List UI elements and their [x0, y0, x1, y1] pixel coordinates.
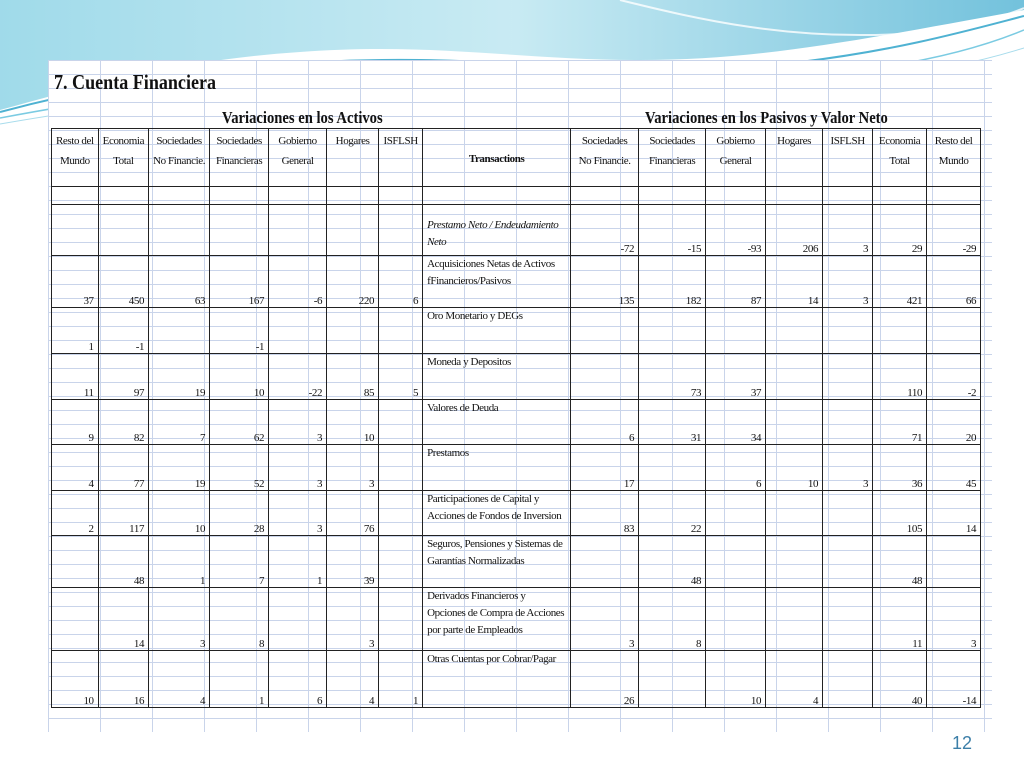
- transaction-label: Prestamo Neto / Endeudamiento Neto: [423, 205, 571, 256]
- liability-value-cell: 66: [927, 256, 981, 308]
- spacer-cell: [98, 187, 148, 205]
- col-header-sociedades-financieras-assets: Sociedades Financieras: [210, 129, 269, 187]
- asset-value-cell: 62: [210, 400, 269, 445]
- liability-value-cell: [823, 400, 873, 445]
- liability-value-cell: [766, 588, 823, 651]
- asset-value-cell: [149, 308, 210, 354]
- liability-value-cell: 6: [706, 445, 766, 491]
- liability-value-cell: 48: [639, 536, 706, 588]
- asset-value-cell: [98, 205, 148, 256]
- liability-value-cell: 8: [639, 588, 706, 651]
- asset-value-cell: 76: [327, 491, 379, 536]
- liability-value-cell: 26: [571, 651, 639, 708]
- liability-value-cell: 34: [706, 400, 766, 445]
- liability-value-cell: 3: [927, 588, 981, 651]
- spacer-cell: [210, 187, 269, 205]
- liability-value-cell: [927, 536, 981, 588]
- asset-value-cell: 4: [52, 445, 99, 491]
- col-header-sociedades-financieras-liab: Sociedades Financieras: [639, 129, 706, 187]
- table-row: [52, 651, 981, 708]
- liability-value-cell: [571, 354, 639, 400]
- spacer-cell: [379, 187, 423, 205]
- col-header-isflsh-liab: ISFLSH: [823, 129, 873, 187]
- table-row: [52, 588, 981, 651]
- liability-value-cell: -72: [571, 205, 639, 256]
- liability-value-cell: 105: [873, 491, 927, 536]
- liability-value-cell: 10: [706, 651, 766, 708]
- asset-value-cell: 14: [98, 588, 148, 651]
- financial-account-table: [51, 128, 981, 708]
- liability-value-cell: [823, 651, 873, 708]
- asset-value-cell: 7: [210, 536, 269, 588]
- col-header-gobierno-general-assets: Gobierno General: [269, 129, 327, 187]
- transaction-label: Prestamos: [423, 445, 571, 491]
- liability-value-cell: 206: [766, 205, 823, 256]
- asset-value-cell: 3: [327, 445, 379, 491]
- transaction-label: Acquisiciones Netas de Activos fFinancieros/Pasivos: [423, 256, 571, 308]
- asset-value-cell: [379, 536, 423, 588]
- asset-value-cell: [269, 308, 327, 354]
- asset-value-cell: 3: [269, 445, 327, 491]
- assets-section-header: Variaciones en los Activos: [222, 108, 383, 127]
- liability-value-cell: -15: [639, 205, 706, 256]
- liability-value-cell: 29: [873, 205, 927, 256]
- col-header-isflsh-assets: ISFLSH: [379, 129, 423, 187]
- table-row: [52, 256, 981, 308]
- liability-value-cell: [873, 308, 927, 354]
- table-row: [52, 445, 981, 491]
- liability-value-cell: [571, 536, 639, 588]
- liability-value-cell: 14: [766, 256, 823, 308]
- spacer-cell: [873, 187, 927, 205]
- liability-value-cell: 6: [571, 400, 639, 445]
- liability-value-cell: 110: [873, 354, 927, 400]
- liability-value-cell: 3: [823, 205, 873, 256]
- liability-value-cell: 10: [766, 445, 823, 491]
- col-header-hogares-assets: Hogares: [327, 129, 379, 187]
- liability-value-cell: [823, 588, 873, 651]
- liability-value-cell: 20: [927, 400, 981, 445]
- liability-value-cell: -14: [927, 651, 981, 708]
- asset-value-cell: 2: [52, 491, 99, 536]
- asset-value-cell: 3: [269, 491, 327, 536]
- table-row: [52, 308, 981, 354]
- col-header-transactions: Transactions: [423, 129, 571, 187]
- spacer-cell: [149, 187, 210, 205]
- asset-value-cell: 52: [210, 445, 269, 491]
- spacer-cell: [706, 187, 766, 205]
- liability-value-cell: [766, 308, 823, 354]
- col-header-resto-del-mundo-assets: Resto del Mundo: [52, 129, 99, 187]
- liability-value-cell: [571, 308, 639, 354]
- asset-value-cell: [379, 308, 423, 354]
- asset-value-cell: 1: [269, 536, 327, 588]
- asset-value-cell: 4: [149, 651, 210, 708]
- asset-value-cell: 10: [210, 354, 269, 400]
- liability-value-cell: 83: [571, 491, 639, 536]
- transaction-label: Valores de Deuda: [423, 400, 571, 445]
- asset-value-cell: [379, 205, 423, 256]
- liability-value-cell: [639, 651, 706, 708]
- asset-value-cell: 6: [269, 651, 327, 708]
- liability-value-cell: 182: [639, 256, 706, 308]
- liability-value-cell: [766, 536, 823, 588]
- col-header-hogares-liab: Hogares: [766, 129, 823, 187]
- liability-value-cell: -29: [927, 205, 981, 256]
- asset-value-cell: 19: [149, 354, 210, 400]
- asset-value-cell: [379, 400, 423, 445]
- asset-value-cell: 82: [98, 400, 148, 445]
- liability-value-cell: 22: [639, 491, 706, 536]
- asset-value-cell: 1: [210, 651, 269, 708]
- col-header-economia-total-assets: Economia Total: [98, 129, 148, 187]
- transaction-label: Participaciones de Capital y Acciones de Fondos de Inversion: [423, 491, 571, 536]
- liability-value-cell: 71: [873, 400, 927, 445]
- asset-value-cell: [327, 205, 379, 256]
- liability-value-cell: 31: [639, 400, 706, 445]
- asset-value-cell: 3: [327, 588, 379, 651]
- col-header-economia-total-liab: Economia Total: [873, 129, 927, 187]
- liability-value-cell: [927, 308, 981, 354]
- asset-value-cell: 28: [210, 491, 269, 536]
- spacer-cell: [766, 187, 823, 205]
- asset-value-cell: 97: [98, 354, 148, 400]
- asset-value-cell: -1: [98, 308, 148, 354]
- spacer-cell: [52, 187, 99, 205]
- asset-value-cell: -6: [269, 256, 327, 308]
- page-title: 7. Cuenta Financiera: [54, 70, 217, 94]
- spacer-cell: [639, 187, 706, 205]
- asset-value-cell: [379, 445, 423, 491]
- table-row: [52, 400, 981, 445]
- liability-value-cell: 45: [927, 445, 981, 491]
- asset-value-cell: 3: [269, 400, 327, 445]
- liability-value-cell: [823, 308, 873, 354]
- liability-value-cell: 48: [873, 536, 927, 588]
- asset-value-cell: 10: [149, 491, 210, 536]
- asset-value-cell: 11: [52, 354, 99, 400]
- asset-value-cell: [379, 588, 423, 651]
- liability-value-cell: [639, 308, 706, 354]
- asset-value-cell: [210, 205, 269, 256]
- liabilities-section-header: Variaciones en los Pasivos y Valor Neto: [645, 108, 888, 127]
- asset-value-cell: 9: [52, 400, 99, 445]
- asset-value-cell: 10: [52, 651, 99, 708]
- asset-value-cell: [269, 588, 327, 651]
- liability-value-cell: [766, 400, 823, 445]
- liability-value-cell: 3: [823, 256, 873, 308]
- asset-value-cell: 1: [379, 651, 423, 708]
- asset-value-cell: [327, 308, 379, 354]
- liability-value-cell: 17: [571, 445, 639, 491]
- liability-value-cell: 14: [927, 491, 981, 536]
- liability-value-cell: 3: [823, 445, 873, 491]
- liability-value-cell: 135: [571, 256, 639, 308]
- asset-value-cell: [269, 205, 327, 256]
- spacer-cell: [571, 187, 639, 205]
- spacer-cell: [927, 187, 981, 205]
- asset-value-cell: 450: [98, 256, 148, 308]
- liability-value-cell: [766, 491, 823, 536]
- asset-value-cell: 4: [327, 651, 379, 708]
- liability-value-cell: 36: [873, 445, 927, 491]
- spacer-cell: [269, 187, 327, 205]
- asset-value-cell: 3: [149, 588, 210, 651]
- liability-value-cell: 87: [706, 256, 766, 308]
- spacer-cell: [423, 187, 571, 205]
- asset-value-cell: 8: [210, 588, 269, 651]
- liability-value-cell: -2: [927, 354, 981, 400]
- column-header-row: [52, 129, 981, 187]
- asset-value-cell: 220: [327, 256, 379, 308]
- asset-value-cell: 117: [98, 491, 148, 536]
- asset-value-cell: -1: [210, 308, 269, 354]
- liability-value-cell: 40: [873, 651, 927, 708]
- asset-value-cell: 1: [52, 308, 99, 354]
- transaction-label: Derivados Financieros y Opciones de Compra de Acciones por parte de Empleados: [423, 588, 571, 651]
- liability-value-cell: [706, 536, 766, 588]
- spacer-cell: [327, 187, 379, 205]
- asset-value-cell: 167: [210, 256, 269, 308]
- liability-value-cell: 3: [571, 588, 639, 651]
- col-header-sociedades-no-financieras-liab: Sociedades No Financie.: [571, 129, 639, 187]
- liability-value-cell: [639, 445, 706, 491]
- asset-value-cell: 5: [379, 354, 423, 400]
- asset-value-cell: 10: [327, 400, 379, 445]
- liability-value-cell: [706, 588, 766, 651]
- liability-value-cell: 11: [873, 588, 927, 651]
- liability-value-cell: [766, 354, 823, 400]
- liability-value-cell: [823, 536, 873, 588]
- asset-value-cell: 39: [327, 536, 379, 588]
- asset-value-cell: [149, 205, 210, 256]
- liability-value-cell: [823, 354, 873, 400]
- asset-value-cell: 85: [327, 354, 379, 400]
- table-row: [52, 536, 981, 588]
- asset-value-cell: 63: [149, 256, 210, 308]
- liability-value-cell: 37: [706, 354, 766, 400]
- asset-value-cell: 1: [149, 536, 210, 588]
- col-header-sociedades-no-financieras-assets: Sociedades No Financie.: [149, 129, 210, 187]
- liability-value-cell: [823, 491, 873, 536]
- table-row: [52, 205, 981, 256]
- asset-value-cell: 37: [52, 256, 99, 308]
- asset-value-cell: 19: [149, 445, 210, 491]
- spacer-cell: [823, 187, 873, 205]
- col-header-resto-del-mundo-liab: Resto del Mundo: [927, 129, 981, 187]
- asset-value-cell: 77: [98, 445, 148, 491]
- transaction-label: Seguros, Pensiones y Sistemas de Garantías Normalizadas: [423, 536, 571, 588]
- asset-value-cell: [52, 536, 99, 588]
- col-header-gobierno-general-liab: Gobierno General: [706, 129, 766, 187]
- asset-value-cell: 48: [98, 536, 148, 588]
- asset-value-cell: [52, 588, 99, 651]
- transaction-label: Moneda y Depositos: [423, 354, 571, 400]
- asset-value-cell: 16: [98, 651, 148, 708]
- liability-value-cell: [706, 308, 766, 354]
- liability-value-cell: 4: [766, 651, 823, 708]
- asset-value-cell: -22: [269, 354, 327, 400]
- liability-value-cell: [706, 491, 766, 536]
- slide-number: 12: [951, 733, 972, 753]
- transaction-label: Otras Cuentas por Cobrar/Pagar: [423, 651, 571, 708]
- liability-value-cell: -93: [706, 205, 766, 256]
- asset-value-cell: [52, 205, 99, 256]
- table-row: [52, 491, 981, 536]
- liability-value-cell: 73: [639, 354, 706, 400]
- table-row: [52, 354, 981, 400]
- asset-value-cell: 7: [149, 400, 210, 445]
- spacer-row: [52, 187, 981, 205]
- liability-value-cell: 421: [873, 256, 927, 308]
- transaction-label: Oro Monetario y DEGs: [423, 308, 571, 354]
- asset-value-cell: [379, 491, 423, 536]
- asset-value-cell: 6: [379, 256, 423, 308]
